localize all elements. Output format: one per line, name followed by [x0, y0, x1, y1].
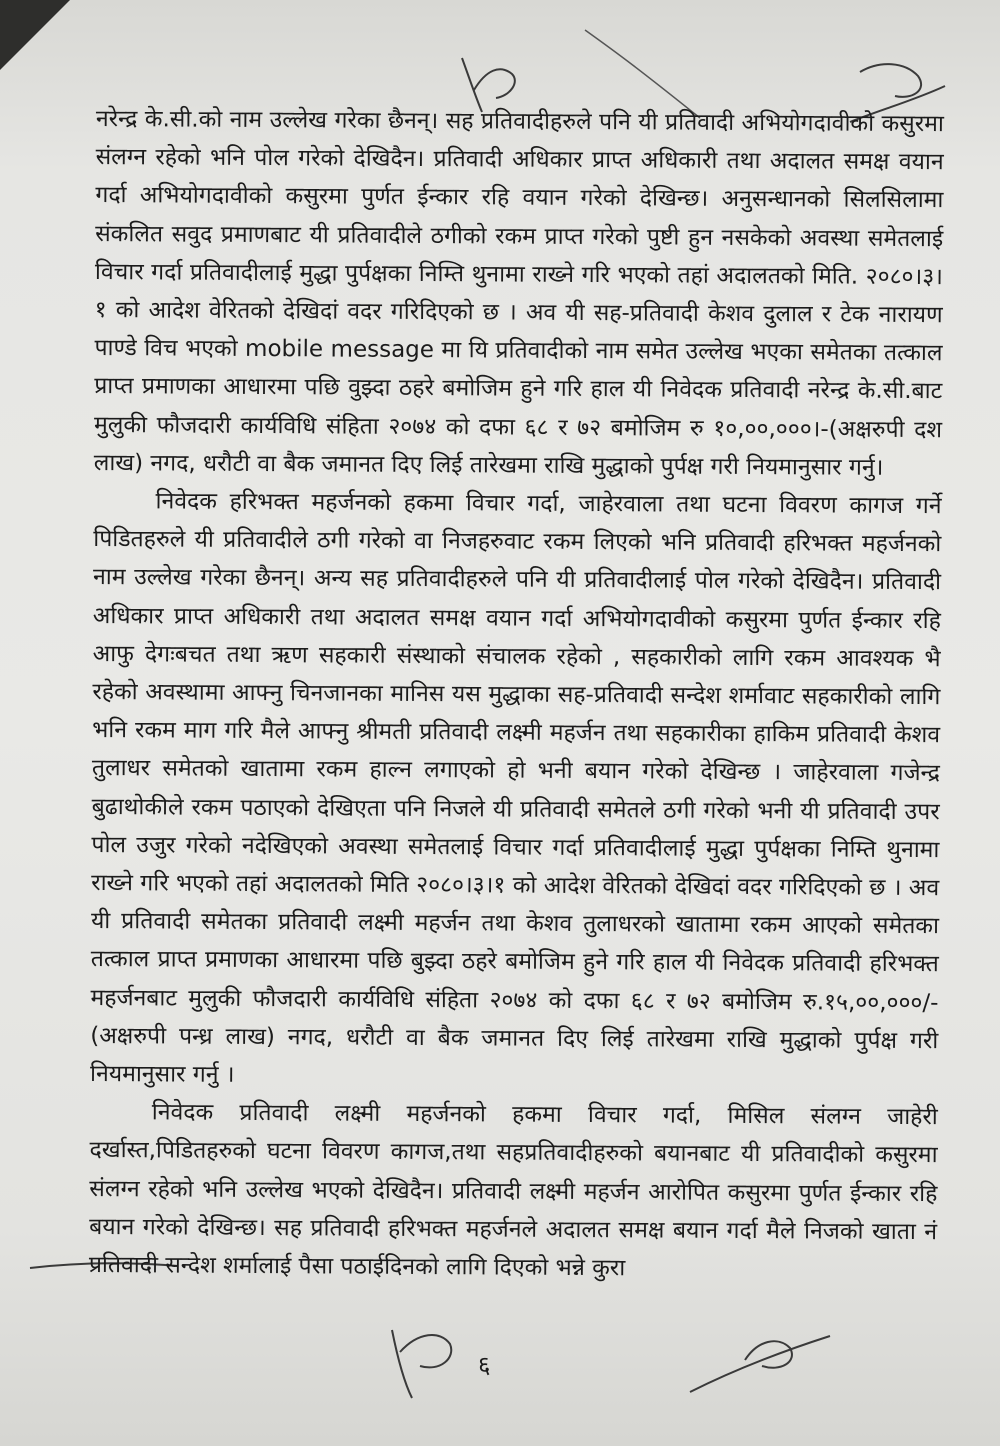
page-number: ६ [478, 1351, 491, 1379]
paragraph-2: निवेदक हरिभक्त महर्जनको हकमा विचार गर्दा, जाहेरवाला तथा घटना विवरण कागज गर्ने पिडितहरुले यी प्रतिवादीले ठगी गरेको वा निजहरुवाट रकम लिएको भनि प्रतिवादी हरिभक्त महर्जनको नाम उल्लेख गरेका छैनन्। अन्य सह प्रतिवादीहरुले पनि यी प्रतिवादीलाई पोल गरेको देखिदैन। प्रतिवादी अधिकार प्राप्त अधिकारी तथा अदालत समक्ष वयान गर्दा अभियोगदावीको कसुरमा पुर्णत ईन्कार रहि आफु देगःबचत तथा ऋण सहकारी संस्थाको संचालक रहेको , सहकारीको लागि रकम आवश्यक भै रहेको अवस्थामा आफ्नु चिनजानका मानिस यस मुद्धाका सह-प्रतिवादी सन्देश शर्मावाट सहकारीको लागि भनि रकम माग गरि मैले आफ्नु श्रीमती प्रतिवादी लक्ष्मी महर्जन तथा सहकारीका हाकिम प्रतिवादी केशव तुलाधर समेतको खातामा रकम हाल्न लगाएको हो भनी बयान गरेको देखिन्छ । जाहेरवाला गजेन्द्र बुढाथोकीले रकम पठाएको देखिएता पनि निजले यी प्रतिवादी समेतले ठगी गरेको भनी यी प्रतिवादी उपर पोल उजुर गरेको नदेखिएको अवस्था समेतलाई विचार गर्दा प्रतिवादीलाई मुद्धा पुर्पक्षका निम्ति थुनामा राख्ने गरि भएको तहां अदालतको मिति २०८०।३।१ को आदेश वेरितको देखिदां वदर गरिदिएको छ । अव यी प्रतिवादी समेतका प्रतिवादी लक्ष्मी महर्जन तथा केशव तुलाधरको खातामा रकम आएको समेतका तत्काल प्राप्त प्रमाणका आधारमा पछि बुझ्दा ठहरे बमोजिम हुने गरि हाल यी निवेदक प्रतिवादी हरिभक्त महर्जनबाट मुलुकी फौजदारी कार्यविधि संहिता २०७४ को दफा ६८ र ७२ बमोजिम रु.१५,००,०००/-(अक्षरुपी पन्ध्र लाख) नगद, धरौटी वा बैक जमानत दिए लिई तारेखमा राखि मुद्धाको पुर्पक्ष गरी नियमानुसार गर्नु । [89, 488, 942, 1088]
page-corner-shadow [0, 0, 70, 70]
document-body [89, 100, 944, 1289]
signature-bottom-left [392, 1330, 451, 1398]
paragraph-3: निवेदक प्रतिवादी लक्ष्मी महर्जनको हकमा विचार गर्दा, मिसिल संलग्न जाहेरी दर्खास्त,पिडितहरुको घटना विवरण कागज,तथा सहप्रतिवादीहरुको बयानबाट यी प्रतिवादीको कसुरमा संलग्न रहेको भनि उल्लेख भएको देखिदैन। प्रतिवादी लक्ष्मी महर्जन आरोपित कसुरमा पुर्णत ईन्कार रहि बयान गरेको देखिन्छ। सह प्रतिवादी हरिभक्त महर्जनले अदालत समक्ष बयान गर्दा मैले निजको खाता नं प्रतिवादी सन्देश शर्मालाई पैसा पठाईदिनको लागि दिएको भन्ने कुरा [88, 1099, 938, 1282]
signature-bottom-right [690, 1336, 830, 1392]
paragraph-1: नरेन्द्र के.सी.को नाम उल्लेख गरेका छैनन्। सह प्रतिवादीहरुले पनि यी प्रतिवादी अभियोगदावीको कसुरमा संलग्न रहेको भनि पोल गरेको देखिदैन। प्रतिवादी अधिकार प्राप्त अधिकारी तथा अदालत समक्ष वयान गर्दा अभियोगदावीको कसुरमा पुर्णत ईन्कार रहि वयान गरेको देखिन्छ। अनुसन्धानको सिलसिलामा संकलित सवुद प्रमाणबाट यी प्रतिवादीले ठगीको रकम प्राप्त गरेको पुष्टी हुन नसकेको अवस्था समेतलाई विचार गर्दा प्रतिवादीलाई मुद्धा पुर्पक्षका निम्ति थुनामा राख्ने गरि भएको तहां अदालतको मिति. २०८०।३।१ को आदेश वेरितको देखिदां वदर गरिदिएको छ । अव यी सह-प्रतिवादी केशव दुलाल र टेक नारायण पाण्डे विच भएको mobile message मा यि प्रतिवादीको नाम समेत उल्लेख भएका समेतका तत्काल प्राप्त प्रमाणका आधारमा पछि वुझ्दा ठहरे बमोजिम हुने गरि हाल यी निवेदक प्रतिवादी नरेन्द्र के.सी.बाट मुलुकी फौजदारी कार्यविधि संहिता २०७४ को दफा ६८ र ७२ बमोजिम रु १०,००,०००।-(अक्षरुपी दश लाख) नगद, धरौटी वा बैक जमानत दिए लिई तारेखमा राखि मुद्धाको पुर्पक्ष गरी नियमानुसार गर्नु। [93, 105, 944, 481]
